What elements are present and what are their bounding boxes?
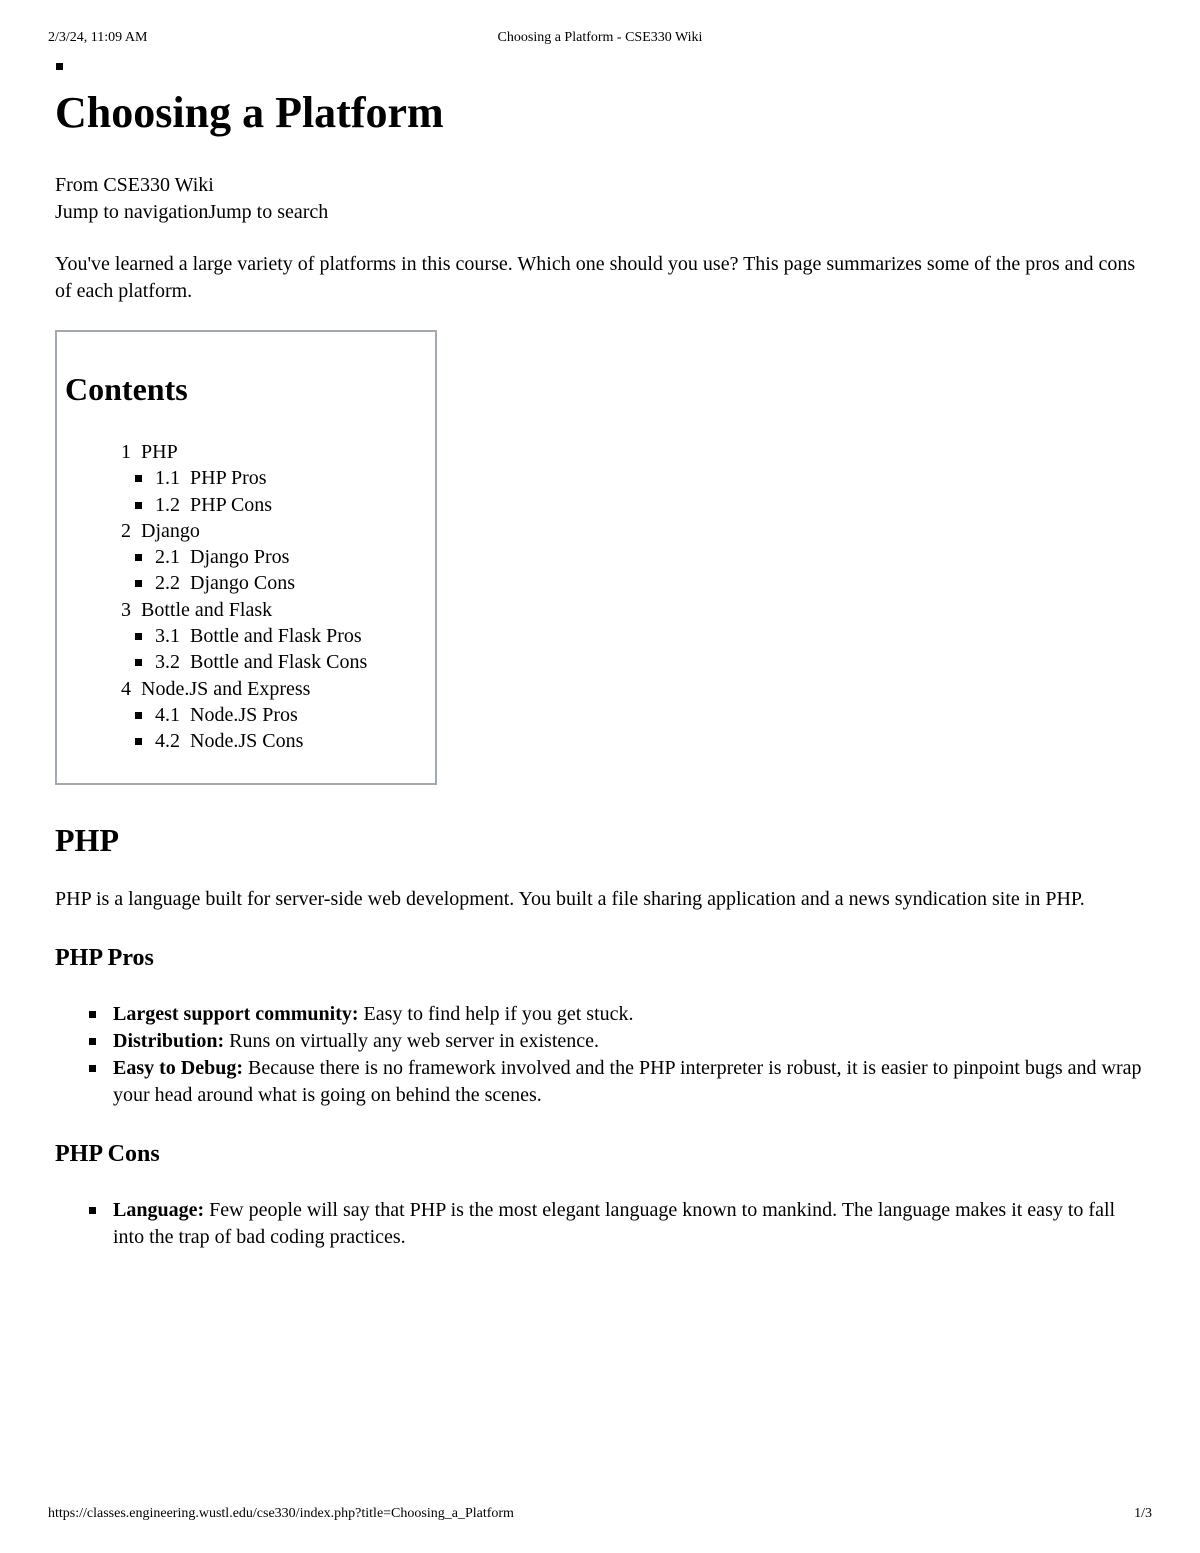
toc-item-2[interactable]: 2 Django 2.1 Django Pros 2.2 Django Cons: [121, 518, 427, 597]
list-item: Distribution: Runs on virtually any web server in existence.: [113, 1028, 1145, 1055]
toc-title: Contents: [65, 371, 188, 407]
list-item: Language: Few people will say that PHP is the most elegant language known to mankind. The language makes it easy to fall into the trap of bad coding practices.: [113, 1197, 1145, 1251]
jump-to-navigation-link[interactable]: Jump to navigation: [55, 201, 209, 223]
toc-item-1[interactable]: 1 PHP 1.1 PHP Pros 1.2 PHP Cons: [121, 439, 427, 518]
php-pros-list: [55, 1001, 1145, 1109]
list-bullet-icon: [56, 63, 63, 70]
toc-item-3[interactable]: 3 Bottle and Flask 3.1 Bottle and Flask Pros 3.2 Bottle and Flask Cons: [121, 597, 427, 676]
php-description: PHP is a language built for server-side web development. You built a file sharing application and a news syndication site in PHP.: [55, 888, 1085, 910]
table-of-contents: [55, 330, 437, 785]
toc-item-3-1[interactable]: 3.1 Bottle and Flask Pros: [135, 623, 427, 649]
jump-to-search-link[interactable]: Jump to search: [208, 201, 329, 223]
print-header: [48, 29, 1152, 47]
main-content: [55, 86, 1145, 1251]
toc-item-3-2[interactable]: 3.2 Bottle and Flask Cons: [135, 649, 427, 675]
list-item: Easy to Debug: Because there is no framework involved and the PHP interpreter is robust, it is easier to pinpoint bugs and wrap your head around what is going on behind the scenes.: [113, 1055, 1145, 1109]
toc-item-4[interactable]: 4 Node.JS and Express 4.1 Node.JS Pros 4.2 Node.JS Cons: [121, 676, 427, 755]
toc-item-4-2[interactable]: 4.2 Node.JS Cons: [135, 728, 427, 754]
print-page-title: Choosing a Platform - CSE330 Wiki: [497, 30, 703, 45]
print-footer: [48, 1505, 1152, 1523]
subsection-heading-php-pros: PHP Pros: [55, 945, 154, 971]
jump-links: [55, 199, 1145, 226]
site-subtitle: From CSE330 Wiki: [55, 174, 214, 196]
section-heading-php: PHP: [55, 822, 119, 858]
subsection-heading-php-cons: PHP Cons: [55, 1141, 160, 1167]
print-datetime: 2/3/24, 11:09 AM: [48, 30, 148, 45]
page-title: Choosing a Platform: [55, 88, 444, 137]
page-number: 1/3: [1134, 1506, 1152, 1521]
list-item: Largest support community: Easy to find help if you get stuck.: [113, 1001, 1145, 1028]
toc-item-1-1[interactable]: 1.1 PHP Pros: [135, 465, 427, 491]
toc-item-2-1[interactable]: 2.1 Django Pros: [135, 544, 427, 570]
toc-item-2-2[interactable]: 2.2 Django Cons: [135, 570, 427, 596]
toc-item-1-2[interactable]: 1.2 PHP Cons: [135, 492, 427, 518]
php-cons-list: [55, 1197, 1145, 1251]
toc-item-4-1[interactable]: 4.1 Node.JS Pros: [135, 702, 427, 728]
print-url: https://classes.engineering.wustl.edu/cse330/index.php?title=Choosing_a_Platform: [48, 1506, 514, 1521]
intro-paragraph: You've learned a large variety of platforms in this course. Which one should you use? This page summarizes some of the pros and cons of each platform.: [55, 253, 1136, 302]
